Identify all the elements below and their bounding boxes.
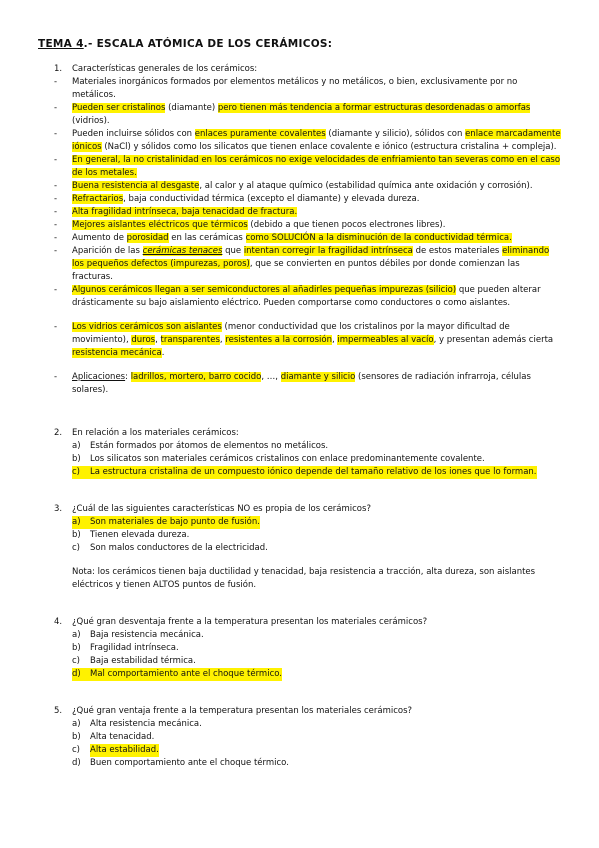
list-item — [38, 245, 561, 284]
option-letter: c) — [72, 745, 80, 755]
list-item — [38, 193, 561, 206]
bullet-dash: - — [54, 207, 58, 217]
list-item-text — [72, 102, 561, 128]
text-span: , — [155, 335, 161, 345]
text-span: (NaCl) y sólidos como los silicatos que tienen enlace covalente e iónico (estructura cristalina + compleja). — [101, 142, 557, 152]
option-text: Son materiales de bajo punto de fusión. — [90, 517, 260, 527]
list-item — [38, 219, 561, 232]
text-span: (diamante y silicio), sólidos con — [325, 129, 466, 139]
title-number: TEMA 4 — [38, 38, 84, 50]
highlight: porosidad — [126, 233, 169, 243]
highlight: Buena resistencia al desgaste — [72, 181, 200, 191]
list-item-text — [72, 180, 561, 193]
option-letter: a) — [72, 516, 90, 529]
answer-option — [38, 529, 561, 542]
answer-option-correct — [38, 516, 561, 529]
section-1-heading — [38, 63, 561, 76]
list-item — [38, 232, 561, 245]
highlight: enlaces puramente covalentes — [194, 129, 326, 139]
text-span: . — [161, 348, 165, 358]
question-2 — [38, 427, 561, 440]
list-item — [38, 206, 561, 219]
option-letter: b) — [72, 454, 81, 464]
list-item-text — [72, 321, 561, 360]
text-span: , y presentan además cierta — [433, 335, 554, 345]
answer-option-correct — [38, 744, 561, 757]
option-text: Mal comportamiento ante el choque térmico. — [90, 669, 282, 679]
highlight: diamante y silicio — [280, 372, 356, 382]
option-letter: c) — [72, 543, 80, 553]
title-text: .- ESCALA ATÓMICA DE LOS CERÁMICOS: — [83, 38, 333, 50]
list-number: 1. — [54, 64, 63, 74]
option-text: Son malos conductores de la electricidad. — [90, 543, 268, 553]
text-span: Aparición de las — [72, 246, 143, 256]
question-text: En relación a los materiales cerámicos: — [72, 428, 239, 438]
answer-option-correct — [38, 668, 561, 681]
applications-label: Aplicaciones — [72, 372, 126, 382]
list-item — [38, 284, 561, 310]
text-span: en las cerámicas — [168, 233, 246, 243]
text-span: (vidrios). — [72, 116, 110, 126]
highlight: resistencia mecánica — [72, 348, 162, 358]
option-text: Baja resistencia mecánica. — [90, 630, 204, 640]
list-item-text — [72, 193, 561, 206]
text-span: , — [219, 335, 226, 345]
text-span: que pueden alterar drásticamente su bajo aislamiento eléctrico. Pueden comportarse como conductores o como aislantes. — [72, 285, 541, 308]
text-span: Aumento de — [72, 233, 127, 243]
option-text: Fragilidad intrínseca. — [90, 643, 179, 653]
highlight: pero tienen más tendencia a formar estructuras desordenadas o amorfas — [217, 103, 531, 113]
option-text: Tienen elevada dureza. — [90, 530, 190, 540]
list-item-text — [72, 232, 561, 245]
option-text: Baja estabilidad térmica. — [90, 656, 196, 666]
answer-option — [38, 642, 561, 655]
list-item — [38, 371, 561, 397]
highlight: como SOLUCIÓN a la disminución de la conductividad térmica. — [245, 233, 512, 243]
option-text: Alta tenacidad. — [90, 732, 155, 742]
bullet-dash: - — [54, 181, 58, 191]
list-item-text — [72, 284, 561, 310]
bullet-dash: - — [54, 77, 58, 87]
answer-option — [38, 629, 561, 642]
text-span: (menor conductividad que los cristalinos por la mayor dificultad de movimiento), — [72, 322, 510, 345]
highlight: eliminando los pequeños defectos (impurezas, poros) — [72, 246, 550, 269]
highlight: Alta fragilidad intrínseca, baja tenacidad de fractura. — [72, 207, 298, 217]
list-number: 2. — [54, 428, 63, 438]
highlight: ladrillos, mortero, barro cocido — [130, 372, 262, 382]
bullet-dash: - — [54, 246, 58, 256]
option-letter: a) — [72, 441, 81, 451]
option-letter: b) — [72, 732, 81, 742]
list-item-text — [72, 219, 561, 232]
option-letter: a) — [72, 630, 81, 640]
bullet-dash: - — [54, 155, 58, 165]
highlight: duros — [131, 335, 156, 345]
bullet-dash: - — [54, 372, 58, 382]
text-span: , que se convierten en puntos débiles por donde comienzan las fracturas. — [72, 259, 520, 282]
option-text: Buen comportamiento ante el choque térmico. — [90, 758, 289, 768]
list-item — [38, 154, 561, 180]
highlight: Pueden ser cristalinos — [72, 103, 166, 113]
option-text: Alta estabilidad. — [90, 745, 159, 755]
option-text: La estructura cristalina de un compuesto iónico depende del tamaño relativo de los iones que lo forman. — [90, 467, 537, 477]
text-span: Pueden incluirse sólidos con — [72, 129, 195, 139]
text-span: , — [332, 335, 338, 345]
question-3 — [38, 503, 561, 516]
answer-option — [38, 453, 561, 466]
text-span: (debido a que tienen pocos electrones libres). — [247, 220, 446, 230]
note-text: Nota: los cerámicos tienen baja ductilidad y tenacidad, baja resistencia a tracción, alta dureza, son aislantes eléctricos y tienen ALTOS puntos de fusión. — [72, 567, 536, 590]
option-letter: c) — [72, 656, 80, 666]
option-letter: d) — [72, 668, 90, 681]
list-item — [38, 128, 561, 154]
highlight: Los vidrios cerámicos son aislantes — [72, 322, 222, 332]
page-title — [38, 38, 561, 51]
question-4 — [38, 616, 561, 629]
list-item-text: Materiales inorgánicos formados por elementos metálicos y no metálicos, o bien, exclusivamente por no metálicos. — [72, 77, 518, 100]
list-item-text — [72, 206, 561, 219]
option-text: Están formados por átomos de elementos no metálicos. — [90, 441, 329, 451]
list-item — [38, 180, 561, 193]
list-item-text — [72, 154, 561, 180]
answer-option — [38, 731, 561, 744]
highlight: intentan corregir la fragilidad intrínseca — [243, 246, 413, 256]
highlight: transparentes — [160, 335, 220, 345]
bullet-dash: - — [54, 194, 58, 204]
bullet-dash: - — [54, 103, 58, 113]
highlight: Refractarios — [72, 194, 124, 204]
list-item-text — [72, 371, 561, 397]
text-span: : — [125, 372, 131, 382]
highlight: enlace marcadamente iónicos — [72, 129, 561, 152]
text-span: , …, — [261, 372, 281, 382]
question-text: ¿Qué gran desventaja frente a la temperatura presentan los materiales cerámicos? — [72, 617, 428, 627]
option-letter: b) — [72, 530, 81, 540]
option-letter: c) — [72, 466, 90, 479]
bullet-dash: - — [54, 220, 58, 230]
text-span: (diamante) — [165, 103, 218, 113]
question-text: ¿Cuál de las siguientes características NO es propia de los cerámicos? — [72, 504, 371, 514]
list-number: 5. — [54, 706, 63, 716]
answer-option — [38, 440, 561, 453]
bullet-dash: - — [54, 285, 58, 295]
bullet-dash: - — [54, 322, 58, 332]
answer-option — [38, 542, 561, 555]
option-letter: d) — [72, 758, 81, 768]
option-letter: a) — [72, 719, 81, 729]
list-item — [38, 102, 561, 128]
highlight: impermeables al vacío — [337, 335, 434, 345]
option-text: Los silicatos son materiales cerámicos cristalinos con enlace predominantemente covalente. — [90, 454, 485, 464]
list-number: 4. — [54, 617, 63, 627]
text-span: , al calor y al ataque químico (estabilidad química ante oxidación y corrosión). — [199, 181, 533, 191]
text-span: , baja conductividad térmica (excepto el diamante) y elevada dureza. — [123, 194, 420, 204]
option-text: Alta resistencia mecánica. — [90, 719, 202, 729]
highlight: cerámicas tenaces — [142, 246, 223, 256]
bullet-dash: - — [54, 233, 58, 243]
list-item-text — [72, 128, 561, 154]
list-item — [38, 321, 561, 360]
bullet-dash: - — [54, 129, 58, 139]
answer-option — [38, 757, 561, 770]
text-span: (sensores de radiación infrarroja, células solares). — [72, 372, 531, 395]
answer-option — [38, 718, 561, 731]
list-item-text — [72, 245, 561, 284]
section-heading-text: Características generales de los cerámicos: — [72, 64, 258, 74]
answer-option — [38, 655, 561, 668]
highlight: En general, la no cristalinidad en los cerámicos no exige velocidades de enfriamiento tan severas como en el caso de los metales. — [72, 155, 561, 178]
text-span: que — [222, 246, 244, 256]
question-text: ¿Qué gran ventaja frente a la temperatura presentan los materiales cerámicos? — [72, 706, 413, 716]
list-number: 3. — [54, 504, 63, 514]
list-item — [38, 76, 561, 102]
answer-option-correct — [38, 466, 561, 479]
question-5 — [38, 705, 561, 718]
text-span: de estos materiales — [412, 246, 503, 256]
highlight: Mejores aislantes eléctricos que térmicos — [72, 220, 248, 230]
option-letter: b) — [72, 643, 81, 653]
highlight: Algunos cerámicos llegan a ser semiconductores al añadirles pequeñas impurezas (silicio) — [72, 285, 457, 295]
highlight: resistentes a la corrosión — [225, 335, 332, 345]
